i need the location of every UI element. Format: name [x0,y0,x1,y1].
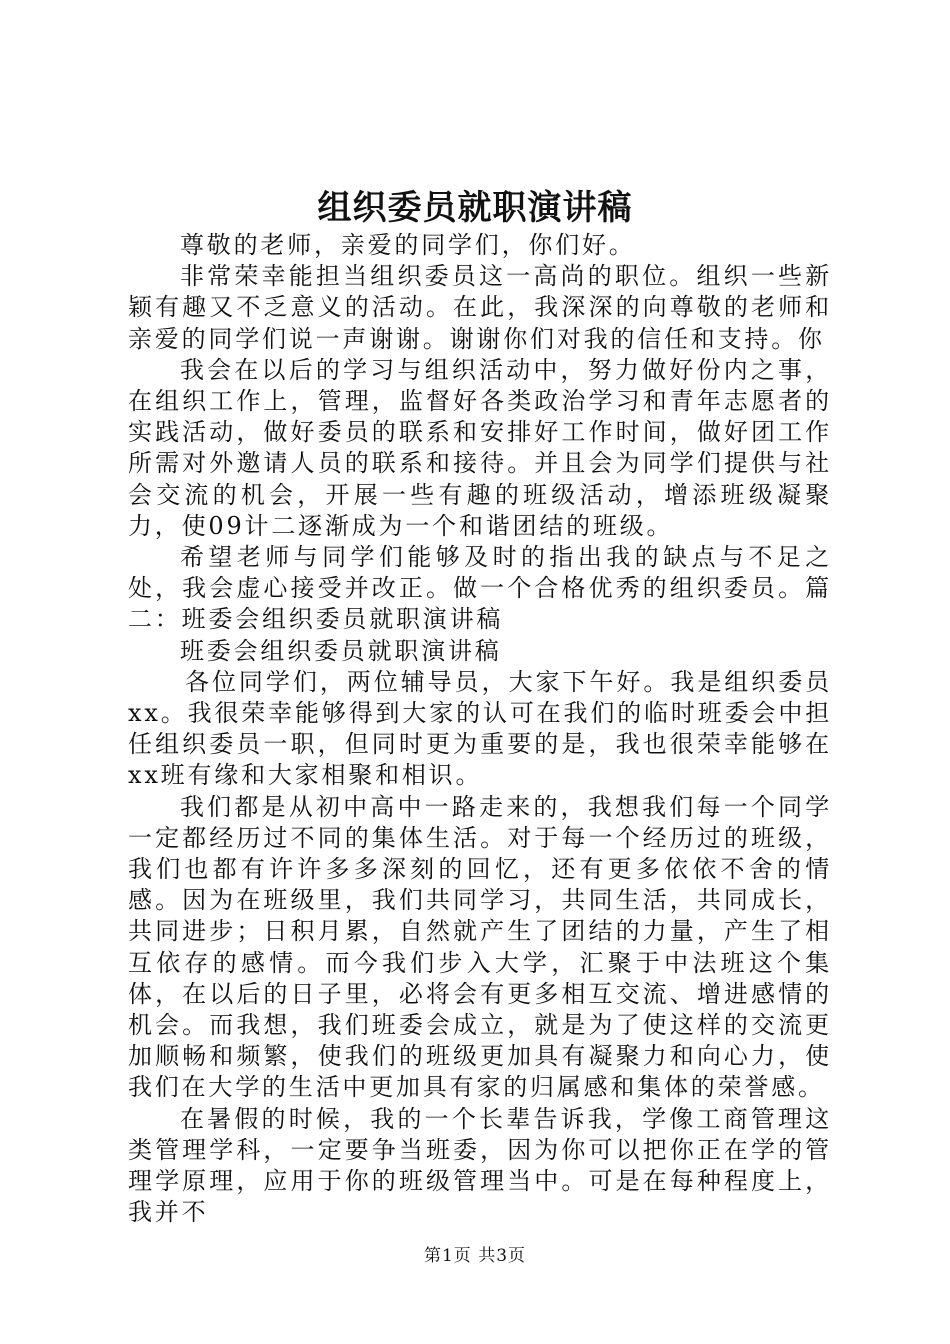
document-title: 组织委员就职演讲稿 [317,188,633,228]
section-heading: 班委会组织委员就职演讲稿 [180,636,502,665]
paragraph-collective: 我们都是从初中高中一路走来的，我想我们每一个同学一定都经历过不同的集体生活。对于每一个经历过的班级，我们也都有许许多多深刻的回忆，还有更多依依不舍的情感。因为在班级里，我们共同学习，共同生活，共同成长，共同进步；日积月累，自然就产生了团结的力量，产生了相互依存的感情。而今我们步入大学，汇聚于中法班这个集体，在以后的日子里，必将会有更多相互交流、增进感情的机会。而我想，我们班委会成立，就是为了使这样的交流更加顺畅和频繁，使我们的班级更加具有凝聚力和向心力，使我们在大学的生活中更加具有家的归属感和集体的荣誉感。 [128,792,832,1102]
paragraph-greeting: 尊敬的老师，亲爱的同学们，你们好。 [180,231,636,259]
paragraph-plans: 我会在以后的学习与组织活动中，努力做好份内之事，在组织工作上，管理，监督好各类政治学习和青年志愿者的实践活动，做好委员的联系和安排好工作时间，做好团工作所需对外邀请人员的联系和接待。并且会为同学们提供与社会交流的机会，开展一些有趣的班级活动，增添班级凝聚力，使09计二逐渐成为一个和谐团结的班级。 [128,355,832,540]
paragraph-honor: 非常荣幸能担当组织委员这一高尚的职位。组织一些新颖有趣又不乏意义的活动。在此，我深深的向尊敬的老师和亲爱的同学们说一声谢谢。谢谢你们对我的信任和支持。你 [128,262,832,353]
page-number-footer: 第1页 共3页 [423,1246,527,1266]
document-body [128,230,832,1229]
paragraph-hope: 希望老师与同学们能够及时的指出我的缺点与不足之处，我会虚心接受并改正。做一个合格优秀的组织委员。篇二：班委会组织委员就职演讲稿 [128,543,832,634]
paragraph-summer: 在暑假的时候，我的一个长辈告诉我，学像工商管理这类管理学科，一定要争当班委，因为你可以把你正在学的管理学原理，应用于你的班级管理当中。可是在每种程度上，我并不 [128,1104,832,1227]
paragraph-introduction: 各位同学们，两位辅导员，大家下午好。我是组织委员xx。我很荣幸能够得到大家的认可在我们的临时班委会中担任组织委员一职，但同时更为重要的是，我也很荣幸能够在xx班有缘和大家相聚和相识。 [128,667,832,790]
